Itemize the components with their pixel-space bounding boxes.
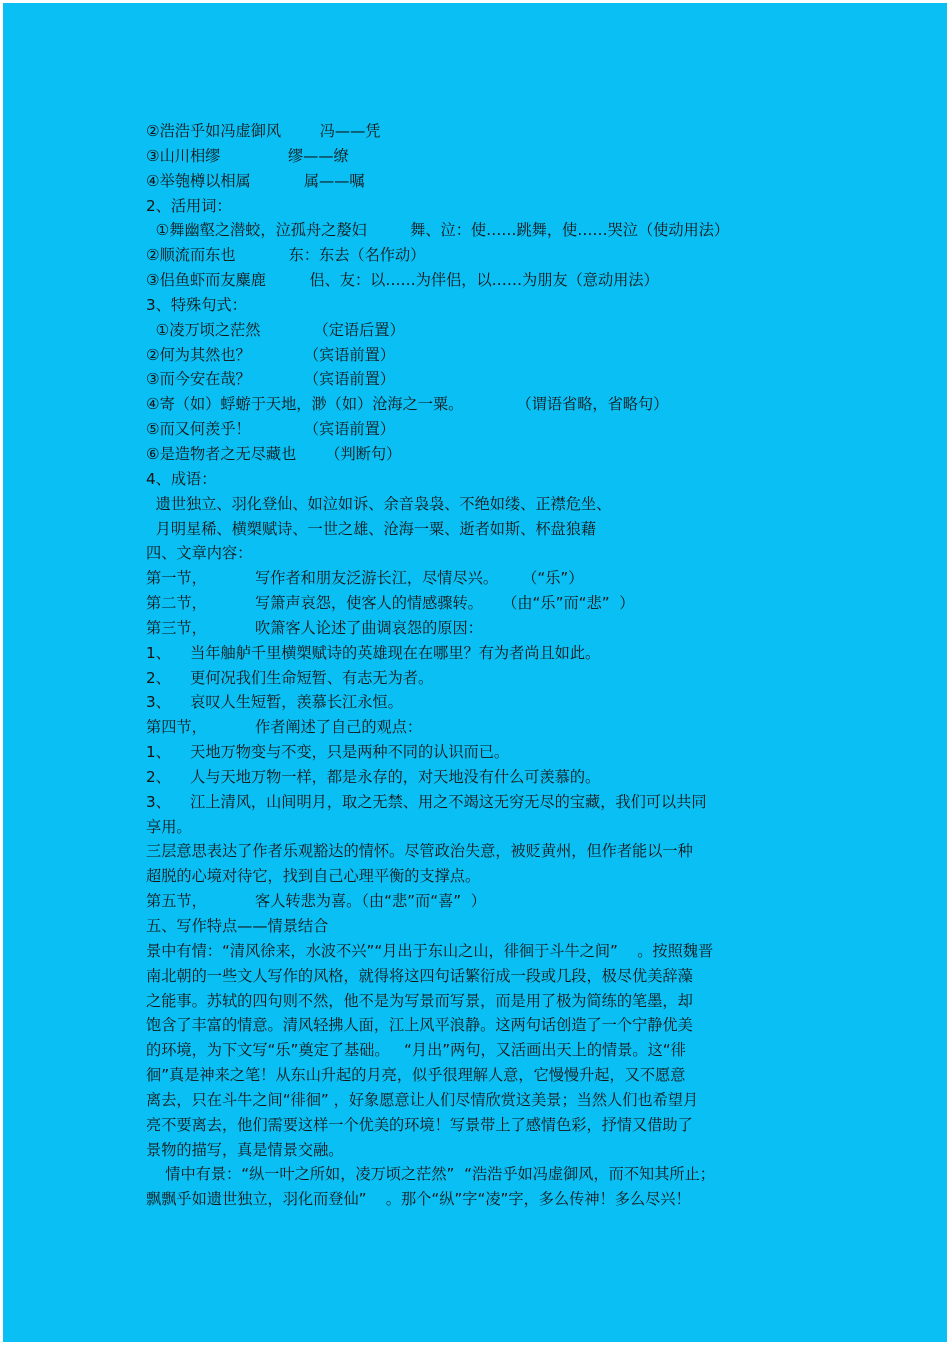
text-line: ②何为其然也？ （宾语前置） xyxy=(146,345,395,364)
text-line: 3、 哀叹人生短暂，羡慕长江永恒。 xyxy=(146,693,403,712)
text-line: 亮不要离去，他们需要这样一个优美的环境！写景带上了感情色彩，抒情又借助了 xyxy=(146,1115,693,1134)
text-line: ①凌万顷之茫然 （定语后置） xyxy=(146,320,405,339)
text-line: 1、 当年舳舻千里横槊赋诗的英雄现在在哪里？有为者尚且如此。 xyxy=(146,643,601,662)
text-line: 3、 江上清风，山间明月，取之无禁、用之不竭这无穷无尽的宝藏，我们可以共同 xyxy=(146,792,707,811)
text-line: 遗世独立、羽化登仙、如泣如诉、余音袅袅、不绝如缕、正襟危坐、 xyxy=(146,494,612,513)
text-line: 徊”真是神来之笔！从东山升起的月亮，似乎很理解人意，它慢慢升起，又不愿意 xyxy=(146,1066,686,1085)
text-line: ⑤而又何羡乎！ （宾语前置） xyxy=(146,420,395,439)
text-line: 离去，只在斗牛之间“徘徊” ，好象愿意让人们尽情欣赏这美景；当然人们也希望月 xyxy=(146,1090,699,1109)
text-line: ⑥是造物者之无尽藏也 （判断句） xyxy=(146,444,402,463)
text-line: 3、特殊句式： xyxy=(146,295,247,314)
text-line: 飘飘乎如遗世独立，羽化而登仙” 。那个“纵”字“凌”字，多么传神！多么尽兴！ xyxy=(146,1190,691,1209)
text-line: 第二节， 写箫声哀怨，使客人的情感骤转。 （由“乐”而“悲” ） xyxy=(146,594,635,613)
text-line: ③侣鱼虾而友麋鹿 侣、友：以……为伴侣，以……为朋友（意动用法） xyxy=(146,271,659,290)
text-line: ④举匏樽以相属 属——嘱 xyxy=(146,171,365,190)
text-line: 2、活用词： xyxy=(146,196,232,215)
text-line: ①舞幽壑之潜蛟，泣孤舟之嫠妇 舞、泣：使……跳舞，使……哭泣（使动用法） xyxy=(146,221,730,240)
text-line: 三层意思表达了作者乐观豁达的情怀。尽管政治失意，被贬黄州，但作者能以一种 xyxy=(146,842,693,861)
text-line: ③而今安在哉？ （宾语前置） xyxy=(146,370,395,389)
text-line: 享用。 xyxy=(146,817,192,836)
text-line: 4、成语： xyxy=(146,469,217,488)
text-line: 第五节， 客人转悲为喜。（由“悲”而“喜” ） xyxy=(146,892,486,911)
text-line: 的环境，为下文写“乐”奠定了基础。 “月出”两句，又活画出天上的情景。这“徘 xyxy=(146,1041,686,1060)
text-line: 第三节， 吹箫客人论述了曲调哀怨的原因： xyxy=(146,618,483,637)
text-line: 情中有景：“纵一叶之所如，凌万顷之茫然” “浩浩乎如冯虚御风，而不知其所止； xyxy=(146,1165,715,1184)
text-line: 2、 更何况我们生命短暂、有志无为者。 xyxy=(146,668,434,687)
text-line: 四、文章内容： xyxy=(146,544,253,563)
text-line: 南北朝的一些文人写作的风格，就得将这四句话繁衍成一段或几段，极尽优美辞藻 xyxy=(146,966,693,985)
text-line: 景物的描写，真是情景交融。 xyxy=(146,1140,344,1159)
text-line: 五、写作特点——情景结合 xyxy=(146,917,329,935)
text-line: ②浩浩乎如冯虚御风 冯——凭 xyxy=(146,122,381,140)
text-line: 之能事。苏轼的四句则不然，他不是为写景而写景，而是用了极为简练的笔墨，却 xyxy=(146,991,693,1010)
text-line: 1、 天地万物变与不变，只是两种不同的认识而已。 xyxy=(146,743,510,762)
text-line: 超脱的心境对待它，找到自己心理平衡的支撑点。 xyxy=(146,867,481,886)
text-line: ②顺流而东也 东：东去（名作动） xyxy=(146,246,426,265)
text-line: 饱含了丰富的情意。清风轻拂人面，江上风平浪静。这两句话创造了一个宁静优美 xyxy=(146,1016,693,1035)
text-line: 景中有情：“清风徐来，水波不兴”“月出于东山之山，徘徊于斗牛之间” 。按照魏晋 xyxy=(146,941,714,960)
text-line: 2、 人与天地万物一样，都是永存的，对天地没有什么可羡慕的。 xyxy=(146,767,601,786)
text-line: 月明星稀、横槊赋诗、一世之雄、沧海一粟、逝者如斯、杯盘狼藉 xyxy=(146,519,597,538)
text-line: 第一节， 写作者和朋友泛游长江，尽情尽兴。 （“乐”） xyxy=(146,569,584,588)
document-text xyxy=(146,119,826,1212)
text-line: 第四节， 作者阐述了自己的观点： xyxy=(146,718,423,737)
text-line: ③山川相缪 缪——缭 xyxy=(146,146,349,165)
document-page xyxy=(3,3,947,1342)
text-line: ④寄（如）蜉蝣于天地，渺（如）沧海之一粟。 （谓语省略，省略句） xyxy=(146,395,669,414)
